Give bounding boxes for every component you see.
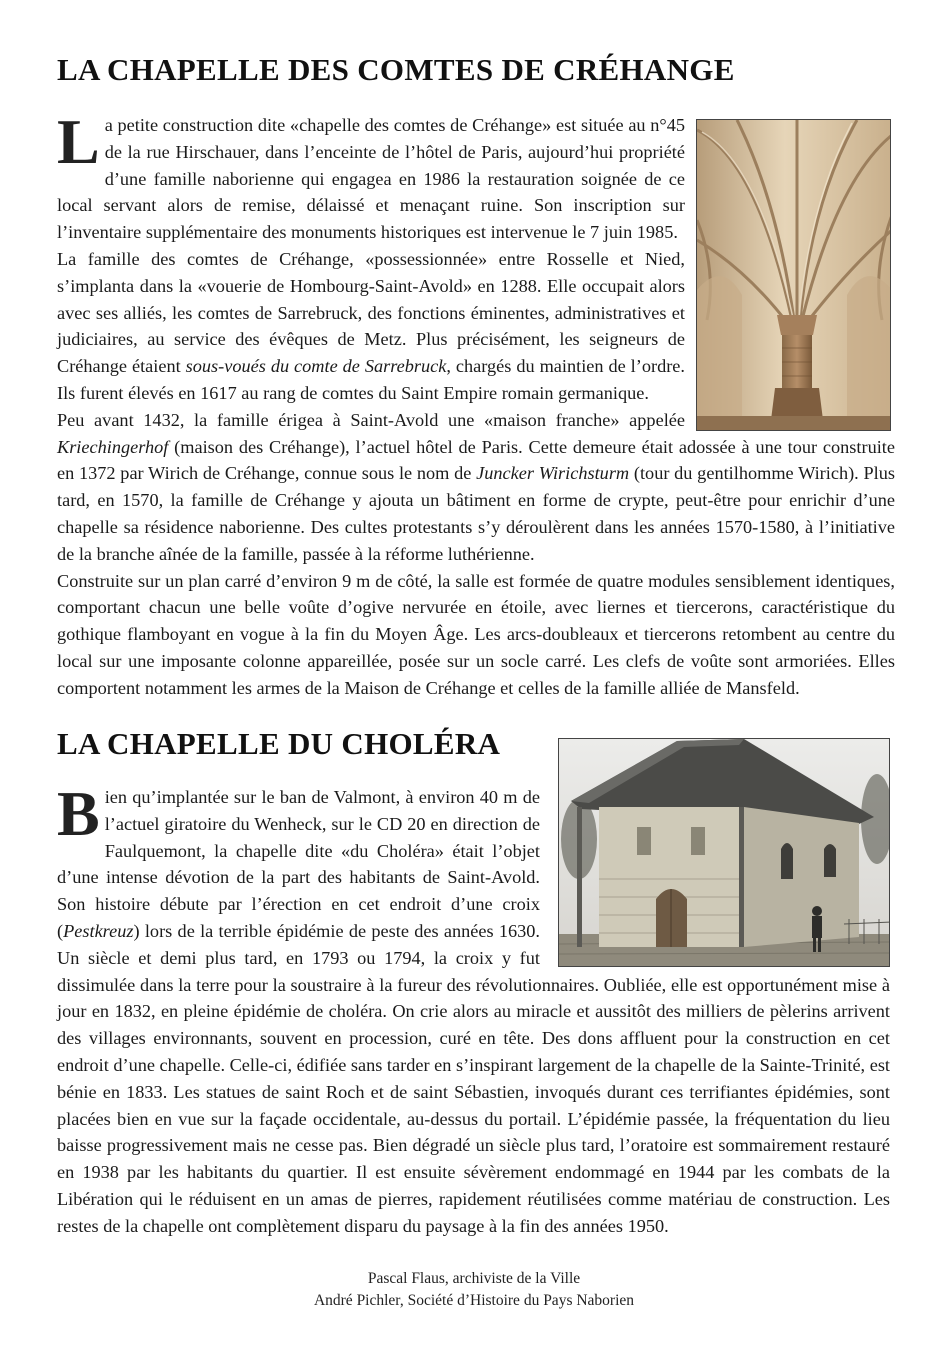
drop-cap: L [57, 106, 100, 177]
paragraph-text: Peu avant 1432, la famille érigea à Saint-Avold une «maison franche» appelée [57, 409, 685, 430]
paragraph-text: (tour du gentilhomme Wirich). Plus tard, en 1570, la famille de Créhange y ajouta un bâtiment en forme de crypte, peut-être pour enrichir d’une chapelle sa résidence naborienne. Des cultes protestants s’y déroulèrent dans les années 1570-1580, à l’initiative de la branche aînée de la famille, passée à la réforme luthérienne. [57, 463, 895, 564]
paragraph-text: (maison des Créhange), l’actuel hôtel de Paris. Cette demeure était adossée à une tour construite en 1372 par Wirich de Créhange, connue sous le nom de [57, 436, 895, 484]
italic-text: Juncker Wirichsturm [476, 463, 630, 484]
credit-line-author-1: Pascal Flaus, archiviste de la Ville [367, 1270, 581, 1287]
paragraph [57, 568, 895, 702]
section-title-cholera: LA CHAPELLE DU CHOLÉRA [57, 726, 501, 761]
credits [0, 1268, 948, 1312]
drop-cap: B [57, 778, 100, 849]
paragraph-text: La famille des comtes de Créhange, «possessionnée» entre Rosselle et Nied, s’implanta dans la «vouerie de Hombourg-Saint-Avold» en 1288. Elle occupait alors avec ses alliés, les comtes de Sarrebruck, des fonctions éminentes, administratives et judiciaires, au service des évêques de Metz. Plus précisément, les seigneurs de Créhange étaient [57, 248, 685, 377]
section-body-crehange [57, 106, 895, 702]
italic-text: Pestkreuz [63, 920, 134, 941]
section-body-cholera [57, 778, 891, 1240]
paragraph-text: , chargés du maintien de l’ordre. Ils furent élevés en 1617 au rang de comtes du Saint Empire romain germanique. [57, 356, 685, 403]
italic-text: sous-voués du comte de Sarrebruck [185, 356, 447, 377]
paragraph-text: Construite sur un plan carré d’environ 9 m de côté, la salle est formée de quatre modules sensiblement identiques, comportant chacun une belle voûte d’ogive nervurée en étoile, avec liernes et tiercerons, caractéristique du gothique flamboyant en vogue à la fin du Moyen Âge. Les arcs-doubleaux et tiercerons retombent au centre du local sur une imposante colonne appareillée, posée sur un socle carré. Les clefs de voûte sont armoriées. Elles comportent notamment les armes de la Maison de Créhange et celles de la famille alliée de Mansfeld. [57, 570, 895, 698]
credit-line-author-2: André Pichler, Société d’Histoire du Pays Naborien [313, 1292, 635, 1309]
paragraph-text: a petite construction dite «chapelle des comtes de Créhange» est située au n°45 de la rue Hirschauer, dans l’enceinte de l’hôtel de Paris, aujourd’hui propriété d’une famille naborienne qui engagea en 1986 la restauration soignée de ce local servant alors de remise, délaissé et menaçant ruine. Son inscription sur l’inventaire supplémentaire des monuments historiques est intervenue le 7 juin 1985. [57, 115, 685, 243]
paragraph-text: ) lors de la terrible épidémie de peste des années 1630. Un siècle et demi plus tard, en 1793 ou 1794, la croix y fut dissimulée dans la terre pour la soustraire à la fureur des révolutionnaires. Oubliée, elle est opportunément mise à jour en 1832, en pleine épidémie de choléra. On crie alors au miracle et aussitôt des milliers de pèlerins arrivent des villages environnants, souvent en procession, curé en tête. Des dons affluent pour la construction en cet endroit d’une chapelle. Celle-ci, édifiée sans tarder en s’inspirant largement de la chapelle de la Sainte-Trinité, est bénie en 1833. Les statues de saint Roch et de saint Sébastien, invoqués durant ces terrifiantes épidémies, sont placées bien en vue sur la façade occidentale, au-dessus du portail. L’épidémie passée, la fréquentation du lieu baisse progressivement mais ne cesse pas. Bien dégradé un siècle plus tard, l’oratoire est sommairement restauré en 1938 par les habitants du quartier. Il est ensuite sévèrement endommagé en 1944 par les combats de la Libération qui le réduisent en un amas de pierres, rapidement réutilisées comme matériau de construction. Les restes de la chapelle ont complètement disparu du paysage à la fin des années 1950. [57, 920, 891, 1236]
paragraph [57, 407, 895, 568]
section-title-crehange: LA CHAPELLE DES COMTES DE CRÉHANGE [57, 52, 735, 87]
italic-text: Kriechingerhof [57, 436, 169, 457]
image-float-space [540, 784, 890, 971]
paragraph-text: ien qu’implantée sur le ban de Valmont, à environ 40 m de l’actuel giratoire du Wenheck, sur le CD 20 en direction de Faulquemont, la chapelle dite «du Choléra» était l’objet d’une intense dévotion de la part des habitants de Saint-Avold. Son histoire débute par l’érection en cet endroit d’une croix ( [57, 787, 540, 941]
image-float-space [685, 112, 895, 430]
